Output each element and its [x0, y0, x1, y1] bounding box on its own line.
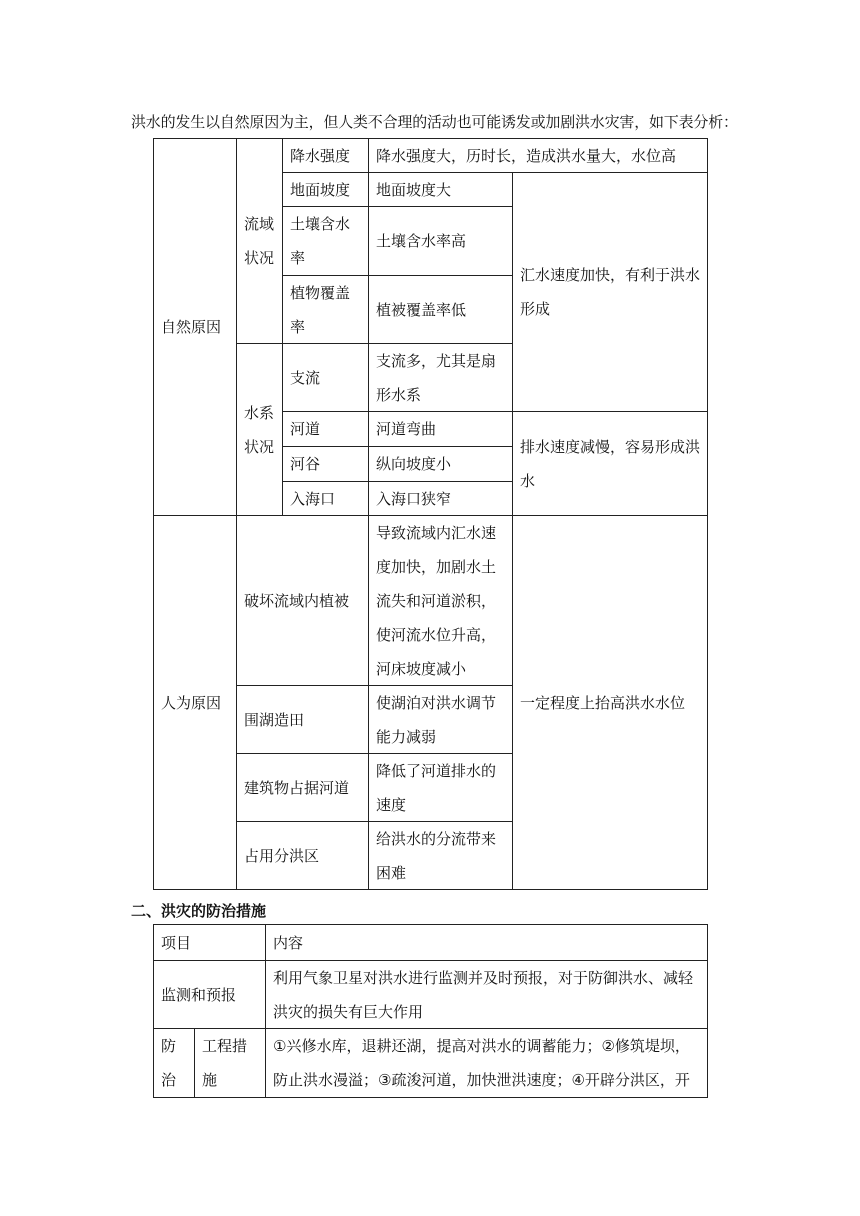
- prevention-group: 防治: [153, 1028, 195, 1098]
- monitoring-content: 利用气象卫星对洪水进行监测并及时预报，对于防御洪水、减轻洪灾的损失有巨大作用: [265, 960, 708, 1029]
- table-row-factor: 占用分洪区: [236, 821, 369, 890]
- table-row-factor: 围湖造田: [236, 685, 369, 754]
- table-row-desc: 河道弯曲: [368, 411, 513, 447]
- table-row-factor: 支流: [282, 343, 369, 412]
- monitoring-item: 监测和预报: [153, 960, 266, 1029]
- table-row-factor: 建筑物占据河道: [236, 753, 369, 822]
- river-system-label: 水系状况: [236, 343, 283, 516]
- table-row-desc: 入海口狭窄: [368, 481, 513, 516]
- engineering-content: ①兴修水库，退耕还湖，提高对洪水的调蓄能力；②修筑堤坝，防止洪水漫溢；③疏浚河道，加快泄洪速度；④开辟分洪区，开: [265, 1028, 708, 1098]
- table-row-factor: 土壤含水率: [282, 206, 369, 276]
- intro-paragraph: 洪水的发生以自然原因为主，但人类不合理的活动也可能诱发或加剧洪水灾害，如下表分析：: [131, 113, 738, 131]
- table-row-factor: 河谷: [282, 446, 369, 482]
- table-row-desc: 给洪水的分流带来困难: [368, 821, 513, 890]
- table-row-factor: 地面坡度: [282, 172, 369, 207]
- table-row-desc: 降水强度大，历时长，造成洪水量大，水位高: [368, 138, 708, 173]
- table-row-desc: 使湖泊对洪水调节能力减弱: [368, 685, 513, 754]
- table-row-desc: 植被覆盖率低: [368, 275, 513, 344]
- human-cause-label: 人为原因: [153, 515, 237, 890]
- table-row-desc: 土壤含水率高: [368, 206, 513, 276]
- basin-condition-label: 流域状况: [236, 138, 283, 344]
- table-row-factor: 破坏流域内植被: [236, 515, 369, 686]
- natural-cause-label: 自然原因: [153, 138, 237, 516]
- table-row-desc: 降低了河道排水的速度: [368, 753, 513, 822]
- table-row-desc: 支流多，尤其是扇形水系: [368, 343, 513, 412]
- table-row-factor: 植物覆盖率: [282, 275, 369, 344]
- header-content: 内容: [265, 924, 708, 961]
- table-row-factor: 入海口: [282, 481, 369, 516]
- header-item: 项目: [153, 924, 266, 961]
- table-row-factor: 河道: [282, 411, 369, 447]
- section-heading: 二、洪灾的防治措施: [131, 902, 267, 920]
- table-row-factor: 降水强度: [282, 138, 369, 173]
- table-row-desc: 纵向坡度小: [368, 446, 513, 482]
- table-row-desc: 地面坡度大: [368, 172, 513, 207]
- table-row-desc: 导致流域内汇水速度加快，加剧水土流失和河道淤积，使河流水位升高，河床坡度减小: [368, 515, 513, 686]
- engineering-item: 工程措施: [194, 1028, 266, 1098]
- human-effect: 一定程度上抬高洪水水位: [512, 515, 708, 890]
- basin-effect: 汇水速度加快，有利于洪水形成: [512, 172, 708, 412]
- river-effect: 排水速度减慢，容易形成洪水: [512, 411, 708, 516]
